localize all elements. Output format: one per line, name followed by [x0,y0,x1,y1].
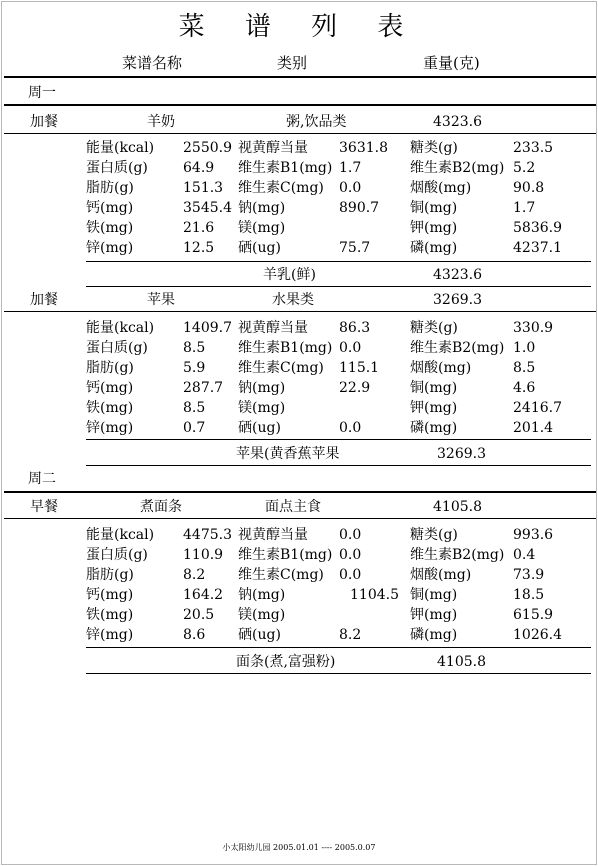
ingredient-name: 羊乳(鲜) [263,267,316,283]
nutrient-value: 164.2 [183,587,224,603]
nutrient-label: 铁(mg) [86,607,134,623]
nutrient-label: 硒(ug) [238,627,281,643]
nutrient-label: 铁(mg) [86,220,134,236]
nutrient-label: 维生素C(mg) [238,360,324,376]
ingredient-divider [86,261,591,262]
nutrient-label: 能量(kcal) [86,140,155,156]
nutrient-value: 0.0 [339,340,362,356]
nutrient-value: 151.3 [183,180,224,196]
nutrient-value: 0.4 [513,547,536,563]
nutrient-label: 钙(mg) [86,587,134,603]
nutrient-label: 镁(mg) [238,607,286,623]
nutrient-label: 维生素C(mg) [238,180,324,196]
nutrient-value: 0.7 [183,420,206,436]
nutrient-value: 75.7 [339,240,371,256]
nutrient-label: 能量(kcal) [86,320,155,336]
nutrient-value: 5.9 [183,360,206,376]
nutrient-label: 硒(ug) [238,420,281,436]
nutrient-value: 615.9 [513,607,554,623]
nutrient-label: 维生素B2(mg) [410,547,505,563]
ingredient-divider [86,647,591,648]
nutrient-label: 维生素B2(mg) [410,340,505,356]
ingredient-divider [86,673,591,674]
nutrient-label: 视黄醇当量 [238,320,308,336]
nutrient-label: 维生素B2(mg) [410,160,505,176]
ingredient-divider [86,465,591,466]
meal-name: 早餐 [30,499,58,515]
nutrient-label: 钙(mg) [86,380,134,396]
ingredient-weight: 4323.6 [433,267,482,283]
nutrient-value: 3545.4 [183,200,232,216]
nutrient-value: 5.2 [513,160,536,176]
ingredient-divider [86,286,591,287]
nutrient-value: 0.0 [339,527,362,543]
nutrient-label: 视黄醇当量 [238,527,308,543]
nutrient-label: 烟酸(mg) [410,360,472,376]
dish-category: 面点主食 [265,499,321,515]
nutrient-label: 锌(mg) [86,627,134,643]
nutrient-value: 0.0 [339,180,362,196]
nutrient-value: 0.0 [339,420,362,436]
nutrient-value: 0.0 [339,567,362,583]
nutrient-label: 铜(mg) [410,380,458,396]
nutrient-value: 8.2 [183,567,206,583]
meal-divider [4,311,596,312]
nutrient-value: 8.2 [339,627,362,643]
nutrient-value: 90.8 [513,180,545,196]
nutrient-label: 铜(mg) [410,200,458,216]
nutrient-label: 钙(mg) [86,200,134,216]
nutrient-label: 能量(kcal) [86,527,155,543]
ingredient-name: 面条(煮,富强粉) [236,654,336,670]
nutrient-value: 1104.5 [350,587,399,603]
nutrient-label: 脂肪(g) [86,360,134,376]
nutrient-value: 21.6 [183,220,215,236]
week-label: 周二 [28,471,56,487]
nutrient-value: 0.0 [339,547,362,563]
nutrient-label: 维生素B1(mg) [238,340,333,356]
ingredient-weight: 3269.3 [437,446,486,462]
dish-weight: 4323.6 [433,114,482,130]
nutrient-value: 201.4 [513,420,554,436]
nutrient-value: 115.1 [339,360,380,376]
nutrient-label: 维生素B1(mg) [238,547,333,563]
nutrient-value: 4.6 [513,380,536,396]
nutrient-label: 钾(mg) [410,607,458,623]
nutrient-label: 脂肪(g) [86,567,134,583]
nutrient-label: 磷(mg) [410,240,458,256]
nutrient-value: 2550.9 [183,140,232,156]
nutrient-label: 蛋白质(g) [86,340,148,356]
nutrient-label: 维生素C(mg) [238,567,324,583]
nutrient-value: 4237.1 [513,240,562,256]
nutrient-value: 330.9 [513,320,554,336]
nutrient-value: 12.5 [183,240,215,256]
nutrient-value: 993.6 [513,527,554,543]
nutrient-label: 钠(mg) [238,200,286,216]
nutrient-label: 烟酸(mg) [410,567,472,583]
nutrient-label: 视黄醇当量 [238,140,308,156]
nutrient-label: 铜(mg) [410,587,458,603]
dish-name: 苹果 [147,292,175,308]
page-title: 菜 谱 列 表 [178,12,420,42]
nutrient-value: 890.7 [339,200,380,216]
week-divider [4,491,596,493]
nutrient-label: 磷(mg) [410,627,458,643]
nutrient-label: 维生素B1(mg) [238,160,333,176]
nutrient-label: 镁(mg) [238,400,286,416]
nutrient-value: 1026.4 [513,627,562,643]
header-dish-name: 菜谱名称 [122,54,183,72]
nutrient-value: 73.9 [513,567,545,583]
dish-weight: 4105.8 [433,499,482,515]
nutrient-value: 1.7 [339,160,362,176]
nutrient-label: 锌(mg) [86,240,134,256]
nutrient-label: 锌(mg) [86,420,134,436]
nutrient-label: 硒(ug) [238,240,281,256]
nutrient-label: 烟酸(mg) [410,180,472,196]
nutrient-value: 4475.3 [183,527,232,543]
nutrient-value: 8.6 [183,627,206,643]
nutrient-value: 18.5 [513,587,545,603]
nutrient-label: 糖类(g) [410,527,458,543]
nutrient-value: 20.5 [183,607,215,623]
nutrient-value: 2416.7 [513,400,562,416]
nutrient-label: 蛋白质(g) [86,547,148,563]
meal-name: 加餐 [30,114,58,130]
dish-name: 煮面条 [140,499,182,515]
nutrient-label: 铁(mg) [86,400,134,416]
header-category: 类别 [277,54,308,72]
dish-name: 羊奶 [147,114,175,130]
ingredient-name: 苹果(黄香蕉苹果 [236,446,340,462]
nutrient-value: 1409.7 [183,320,232,336]
nutrient-value: 3631.8 [339,140,388,156]
ingredient-divider [86,439,591,440]
nutrient-label: 钠(mg) [238,587,286,603]
nutrient-label: 钠(mg) [238,380,286,396]
dish-category: 粥,饮品类 [286,114,347,130]
nutrient-value: 1.7 [513,200,536,216]
dish-category: 水果类 [272,292,314,308]
nutrient-label: 蛋白质(g) [86,160,148,176]
nutrient-value: 86.3 [339,320,371,336]
nutrient-value: 287.7 [183,380,224,396]
nutrient-label: 脂肪(g) [86,180,134,196]
nutrient-label: 钾(mg) [410,220,458,236]
nutrient-label: 镁(mg) [238,220,286,236]
week-divider [4,104,596,106]
nutrient-label: 钾(mg) [410,400,458,416]
meal-name: 加餐 [30,292,58,308]
nutrient-value: 8.5 [183,340,206,356]
header-weight: 重量(克) [423,54,480,72]
nutrient-value: 233.5 [513,140,554,156]
nutrient-value: 5836.9 [513,220,562,236]
nutrient-value: 64.9 [183,160,215,176]
page-footer: 小太阳幼儿园 2005.01.01 ---- 2005.0.07 [222,843,376,852]
nutrient-label: 糖类(g) [410,320,458,336]
nutrient-label: 糖类(g) [410,140,458,156]
nutrient-value: 110.9 [183,547,224,563]
meal-divider [4,518,596,519]
dish-weight: 3269.3 [433,292,482,308]
meal-divider [4,133,596,134]
ingredient-weight: 4105.8 [437,654,486,670]
nutrient-value: 22.9 [339,380,371,396]
nutrient-value: 8.5 [513,360,536,376]
header-divider [4,76,596,78]
nutrient-label: 磷(mg) [410,420,458,436]
week-label: 周一 [28,85,56,101]
nutrient-value: 8.5 [183,400,206,416]
nutrient-value: 1.0 [513,340,536,356]
